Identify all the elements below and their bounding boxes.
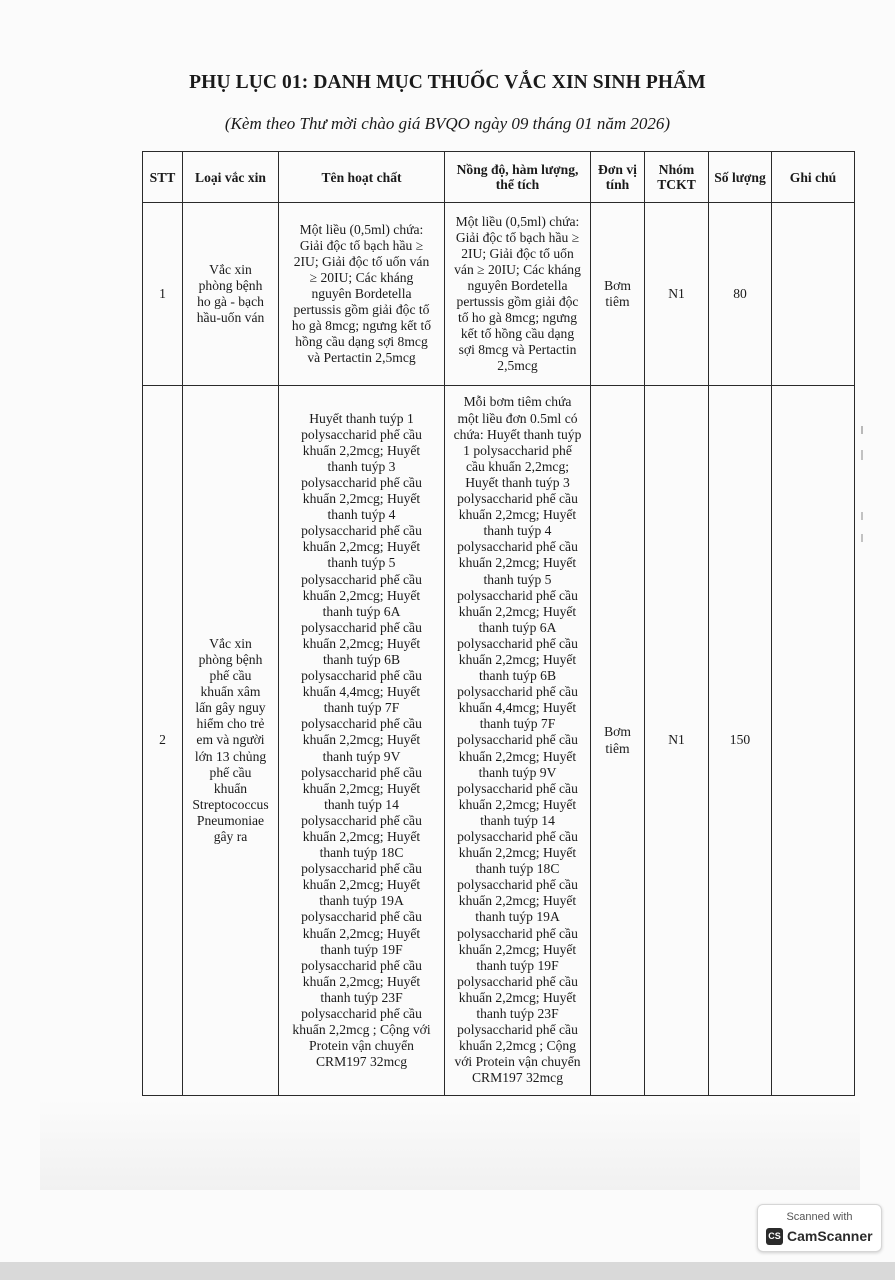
cell-nong-do: Một liều (0,5ml) chứa: Giải độc tố bạch hầu ≥ 2IU; Giải độc tố uốn ván ≥ 20IU; Các kháng nguyên Bordetella pertussis gồm giải độc tố ho gà 8mcg; ngưng kết tố hồng cầu dạng sợi 8mcg và Pertactin 2,5mcg xyxy=(445,203,591,386)
watermark-brand: CamScanner xyxy=(787,1228,873,1244)
header-don-vi-tinh: Đơn vị tính xyxy=(591,152,645,203)
header-nhom-tckt: Nhóm TCKT xyxy=(645,152,709,203)
page-shadow xyxy=(40,1100,860,1190)
header-ten-hoat-chat: Tên hoạt chất xyxy=(279,152,445,203)
cell-so-luong: 80 xyxy=(709,203,772,386)
table-row xyxy=(143,203,855,386)
cell-nong-do: Mỗi bơm tiêm chứa một liều đơn 0.5ml có chứa: Huyết thanh tuýp 1 polysaccharid phế cầu khuẩn 2,2mcg; Huyết thanh tuýp 3 polysaccharid phế cầu khuẩn 2,2mcg; Huyết thanh tuýp 4 polysaccharid phế cầu khuẩn 2,2mcg; Huyết thanh tuýp 5 polysaccharid phế cầu khuẩn 2,2mcg; Huyết thanh tuýp 6A polysaccharid phế cầu khuẩn 2,2mcg; Huyết thanh tuýp 6B polysaccharid phế cầu khuẩn 4,4mcg; Huyết thanh tuýp 7F polysaccharid phế cầu khuẩn 2,2mcg; Huyết thanh tuýp 9V polysaccharid phế cầu khuẩn 2,2mcg; Huyết thanh tuýp 14 polysaccharid phế cầu khuẩn 2,2mcg; Huyết thanh tuýp 18C polysaccharid phế cầu khuẩn 2,2mcg; Huyết thanh tuýp 19A polysaccharid phế cầu khuẩn 2,2mcg; Huyết thanh tuýp 19F polysaccharid phế cầu khuẩn 2,2mcg; Huyết thanh tuýp 23F polysaccharid phế cầu khuẩn 2,2mcg ; Cộng với Protein vận chuyển CRM197 32mcg xyxy=(445,386,591,1096)
cell-don-vi-tinh: Bơm tiêm xyxy=(591,386,645,1096)
watermark-caption: Scanned with xyxy=(786,1211,853,1223)
camscanner-logo-icon: CS xyxy=(766,1228,783,1245)
table-header-row xyxy=(143,152,855,203)
cell-ghi-chu xyxy=(772,386,855,1096)
page-edge-marks xyxy=(857,420,867,560)
cell-loai-vac-xin: Vắc xin phòng bệnh ho gà - bạch hầu-uốn ván xyxy=(183,203,279,386)
document-subtitle: (Kèm theo Thư mời chào giá BVQO ngày 09 tháng 01 năm 2026) xyxy=(224,114,671,133)
camscanner-watermark xyxy=(757,1204,882,1252)
header-so-luong: Số lượng xyxy=(709,152,772,203)
cell-don-vi-tinh: Bơm tiêm xyxy=(591,203,645,386)
cell-ten-hoat-chat: Huyết thanh tuýp 1 polysaccharid phế cầu khuẩn 2,2mcg; Huyết thanh tuýp 3 polysaccharid phế cầu khuẩn 2,2mcg; Huyết thanh tuýp 4 polysaccharid phế cầu khuẩn 2,2mcg; Huyết thanh tuýp 5 polysaccharid phế cầu khuẩn 2,2mcg; Huyết thanh tuýp 6A polysaccharid phế cầu khuẩn 2,2mcg; Huyết thanh tuýp 6B polysaccharid phế cầu khuẩn 4,4mcg; Huyết thanh tuýp 7F polysaccharid phế cầu khuẩn 2,2mcg; Huyết thanh tuýp 9V polysaccharid phế cầu khuẩn 2,2mcg; Huyết thanh tuýp 14 polysaccharid phế cầu khuẩn 2,2mcg; Huyết thanh tuýp 18C polysaccharid phế cầu khuẩn 2,2mcg; Huyết thanh tuýp 19A polysaccharid phế cầu khuẩn 2,2mcg; Huyết thanh tuýp 19F polysaccharid phế cầu khuẩn 2,2mcg; Huyết thanh tuýp 23F polysaccharid phế cầu khuẩn 2,2mcg ; Cộng với Protein vận chuyển CRM197 32mcg xyxy=(279,386,445,1096)
header-loai-vac-xin: Loại vắc xin xyxy=(183,152,279,203)
document-title: PHỤ LỤC 01: DANH MỤC THUỐC VẮC XIN SINH PHẨM xyxy=(189,72,706,93)
header-nong-do: Nồng độ, hàm lượng, thể tích xyxy=(445,152,591,203)
vaccine-table xyxy=(142,151,855,1096)
cell-nhom-tckt: N1 xyxy=(645,203,709,386)
cell-loai-vac-xin: Vắc xin phòng bệnh phế cầu khuẩn xâm lấn gây nguy hiểm cho trẻ em và người lớn 13 chủng phế cầu khuẩn Streptococcus Pneumoniae gây ra xyxy=(183,386,279,1096)
header-ghi-chu: Ghi chú xyxy=(772,152,855,203)
cell-stt: 2 xyxy=(143,386,183,1096)
cell-stt: 1 xyxy=(143,203,183,386)
cell-ten-hoat-chat: Một liều (0,5ml) chứa: Giải độc tố bạch hầu ≥ 2IU; Giải độc tố uốn ván ≥ 20IU; Các kháng nguyên Bordetella pertussis gồm giải độc tố ho gà 8mcg; ngưng kết tố hồng cầu dạng sợi 8mcg và Pertactin 2,5mcg xyxy=(279,203,445,386)
page-bottom-edge xyxy=(0,1262,895,1280)
cell-ghi-chu xyxy=(772,203,855,386)
cell-nhom-tckt: N1 xyxy=(645,386,709,1096)
header-stt: STT xyxy=(143,152,183,203)
table-row xyxy=(143,386,855,1096)
cell-so-luong: 150 xyxy=(709,386,772,1096)
